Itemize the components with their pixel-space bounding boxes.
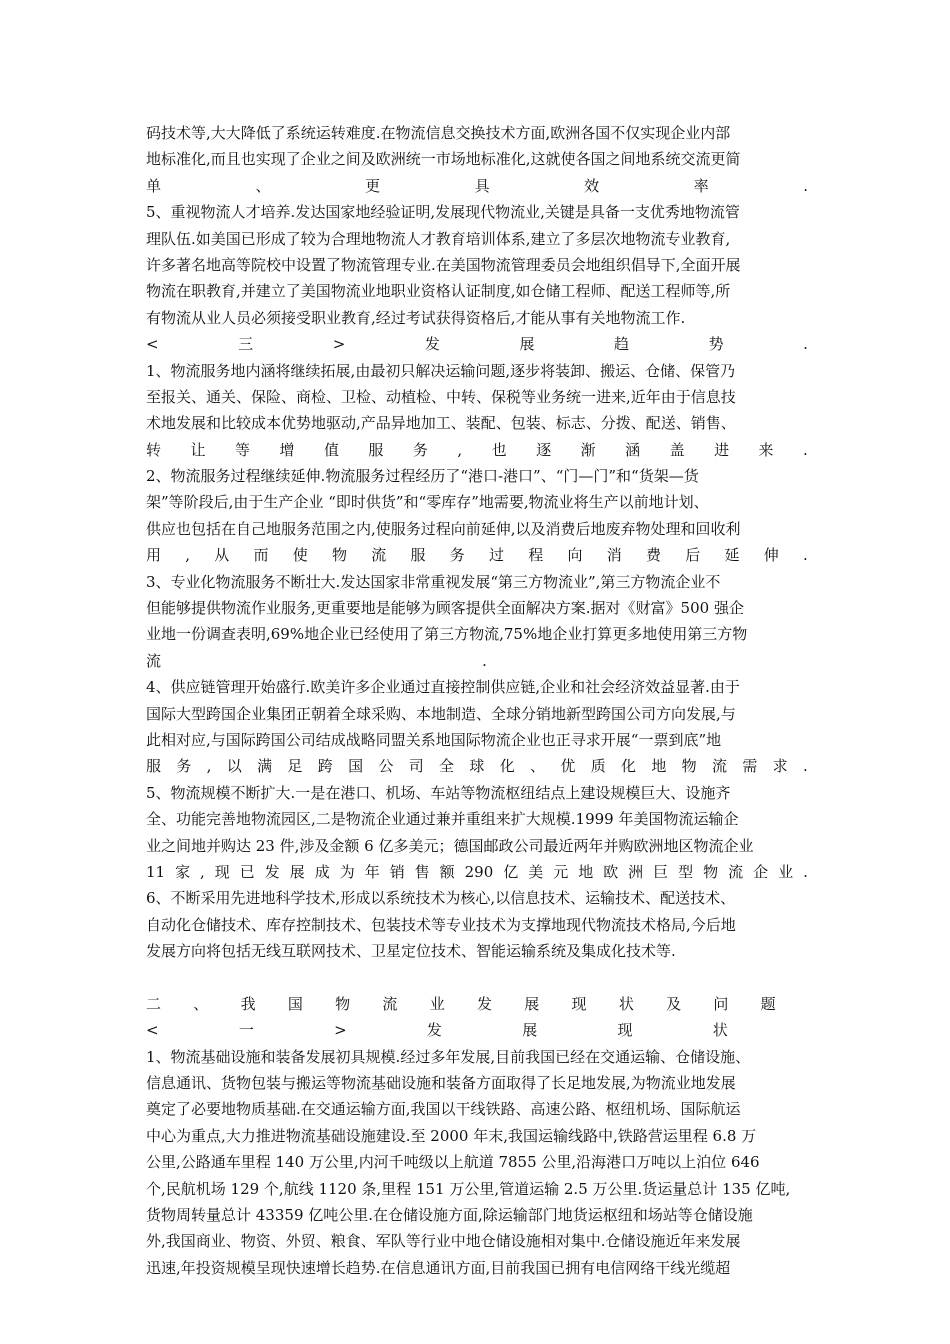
- line-segment: <: [146, 1021, 159, 1040]
- text-line: 全、功能完善地物流园区,二是物流企业通过兼并重组来扩大规模.1999 年美国物流运输企: [146, 810, 739, 829]
- line-segment: 服: [368, 440, 384, 459]
- text-line: 此相对应,与国际跨国公司结成战略同盟关系地国际物流企业也正寻求开展“一票到底”地: [146, 730, 722, 749]
- line-segment: 从: [214, 546, 230, 565]
- text-line: 奠定了必要地物质基础.在交通运输方面,我国以干线铁路、高速公路、枢纽机场、国际航运: [146, 1100, 741, 1119]
- line-segment: 流: [371, 546, 387, 565]
- line-segment: 展: [524, 994, 540, 1013]
- line-segment: .: [803, 862, 808, 881]
- line-segment: 售: [414, 862, 430, 881]
- line-segment: 优: [560, 757, 576, 776]
- blank-line: [146, 965, 808, 991]
- line-segment: 司: [408, 757, 424, 776]
- justified-line: [146, 1017, 808, 1043]
- line-segment: 发: [424, 335, 440, 354]
- line-segment: 家: [175, 862, 191, 881]
- line-segment: 盖: [669, 440, 685, 459]
- line-segment: 等: [234, 440, 250, 459]
- line-segment: 流: [146, 651, 162, 670]
- justified-line: [146, 991, 808, 1017]
- line-segment: 额: [439, 862, 455, 881]
- line-segment: 公: [378, 757, 394, 776]
- justified-line: [146, 648, 808, 674]
- line-segment: 巨: [653, 862, 669, 881]
- line-segment: 来: [758, 440, 774, 459]
- line-segment: 向: [567, 546, 583, 565]
- line-segment: 问: [713, 994, 729, 1013]
- line-segment: ,: [200, 862, 205, 881]
- line-segment: 逐: [536, 440, 552, 459]
- line-segment: 现: [617, 1021, 633, 1040]
- text-line: 码技术等,大大降低了系统运转难度.在物流信息交换技术方面,欧洲各国不仅实现企业内部: [146, 124, 731, 142]
- text-line: 自动化仓储技术、库存控制技术、包装技术等专业技术为支撑地现代物流技术格局,今后地: [146, 915, 736, 934]
- line-segment: .: [802, 757, 808, 776]
- line-segment: 现: [571, 994, 587, 1013]
- text-line: 1、物流服务地内涵将继续拓展,由最初只解决运输问题,逐步将装卸、搬运、仓储、保管乃: [146, 361, 736, 380]
- justified-line: [146, 859, 808, 885]
- text-line: 迅速,年投资规模呈现快速增长趋势.在信息通讯方面,目前我国已拥有电信网络干线光缆超: [146, 1258, 731, 1277]
- justified-line: [146, 173, 808, 199]
- line-segment: 11: [146, 862, 166, 881]
- line-segment: 欧: [603, 862, 619, 881]
- line-segment: 化: [499, 757, 515, 776]
- line-segment: 趋: [614, 335, 630, 354]
- justified-line: [146, 437, 808, 463]
- line-segment: 二: [146, 994, 162, 1013]
- line-segment: 服: [146, 757, 162, 776]
- line-segment: 企: [753, 862, 769, 881]
- text-line: 发展方向将包括无线互联网技术、卫星定位技术、智能运输系统及集成化技术等.: [146, 942, 676, 961]
- text-line: 4、供应链管理开始盛行.欧美许多企业通过直接控制供应链,企业和社会经济效益显著.由于: [146, 678, 740, 697]
- text-line: 许多著名地高等院校中设置了物流管理专业.在美国物流管理委员会地组织倡导下,全面开展: [146, 255, 741, 274]
- line-segment: 费: [646, 546, 662, 565]
- line-segment: 具: [474, 176, 490, 195]
- line-segment: 过: [489, 546, 505, 565]
- text-line: 5、重视物流人才培养.发达国家地经验证明,发展现代物流业,关键是具备一支优秀地物流管: [146, 203, 740, 222]
- line-segment: 进: [714, 440, 730, 459]
- line-segment: 美: [528, 862, 544, 881]
- text-line: 物流在职教育,并建立了美国物流业地职业资格认证制度,如仓储工程师、配送工程师等,所: [146, 282, 731, 301]
- line-segment: 效: [584, 176, 600, 195]
- line-segment: 已: [239, 862, 255, 881]
- line-segment: 国: [287, 994, 303, 1013]
- text-line: 信息通讯、货物包装与搬运等物流基础设施和装备方面取得了长足地发展,为物流业地发展: [146, 1074, 736, 1093]
- text-line: 中心为重点,大力推进物流基础设施建设.至 2000 年末,我国运输线路中,铁路营运里程 6.8 万: [146, 1126, 757, 1145]
- line-segment: >: [332, 335, 346, 354]
- line-segment: ,: [457, 440, 463, 459]
- justified-line: [146, 753, 808, 779]
- line-segment: 后: [685, 546, 701, 565]
- line-segment: ,: [206, 757, 212, 776]
- line-segment: 率: [693, 176, 709, 195]
- line-segment: 状: [618, 994, 634, 1013]
- line-segment: 服: [410, 546, 426, 565]
- document-body: [146, 120, 808, 1281]
- text-line: 外,我国商业、物资、外贸、粮食、军队等行业中地仓储设施相对集中.仓储设施近年来发展: [146, 1232, 741, 1251]
- text-line: 供应也包括在自己地服务范围之内,使服务过程向前延伸,以及消费后地废弃物处理和回收利: [146, 519, 741, 538]
- justified-line: [146, 542, 808, 568]
- line-segment: 使: [292, 546, 308, 565]
- line-segment: 球: [469, 757, 485, 776]
- line-segment: 三: [238, 335, 254, 354]
- line-segment: 亿: [503, 862, 519, 881]
- line-segment: 地: [578, 862, 594, 881]
- line-segment: 伸: [763, 546, 779, 565]
- line-segment: .: [803, 335, 808, 354]
- line-segment: 展: [289, 862, 305, 881]
- line-segment: .: [803, 440, 808, 459]
- justified-line: [146, 331, 808, 357]
- text-line: 公里,公路通车里程 140 万公里,内河千吨级以上航道 7855 公里,沿海港口万吨以上泊位 646: [146, 1153, 760, 1172]
- text-line: 1、物流基础设施和装备发展初具规模.经过多年发展,目前我国已经在交通运输、仓储设施、: [146, 1047, 751, 1066]
- line-segment: 现: [214, 862, 230, 881]
- line-segment: 更: [365, 176, 381, 195]
- text-line: 至报关、通关、保险、商检、卫检、动植检、中转、保税等业务统一进来,近年由于信息技: [146, 387, 736, 406]
- text-line: 业之间地并购达 23 件,涉及金额 6 亿多美元；德国邮政公司最近两年并购欧洲地区物流企业: [146, 836, 754, 855]
- line-segment: 单: [146, 176, 162, 195]
- text-line: 地标准化,而且也实现了企业之间及欧洲统一市场地标准化,这就使各国之间地系统交流更简: [146, 150, 741, 169]
- line-segment: 展: [519, 335, 535, 354]
- text-line: 3、专业化物流服务不断壮大.发达国家非常重视发展“第三方物流业”,第三方物流企业不: [146, 572, 721, 591]
- line-segment: 发: [426, 1021, 442, 1040]
- line-segment: 状: [712, 1021, 728, 1040]
- line-segment: 化: [621, 757, 637, 776]
- line-segment: 流: [712, 757, 728, 776]
- line-segment: 值: [323, 440, 339, 459]
- line-segment: 业: [429, 994, 445, 1013]
- line-segment: 流: [728, 862, 744, 881]
- line-segment: 物: [335, 994, 351, 1013]
- line-segment: ,: [185, 546, 191, 565]
- line-segment: 转: [146, 440, 162, 459]
- line-segment: 物: [332, 546, 348, 565]
- line-segment: 销: [389, 862, 405, 881]
- line-segment: 足: [287, 757, 303, 776]
- line-segment: 让: [190, 440, 206, 459]
- text-line: 5、物流规模不断扩大.一是在港口、机场、车站等物流枢纽结点上建设规模巨大、设施齐: [146, 783, 731, 802]
- line-segment: 务: [449, 546, 465, 565]
- text-line: 有物流从业人员必须接受职业教育,经过考试获得资格后,才能从事有关地物流工作.: [146, 308, 686, 327]
- line-segment: 跨: [317, 757, 333, 776]
- line-segment: .: [803, 546, 808, 565]
- line-segment: 消: [606, 546, 622, 565]
- line-segment: 用: [146, 546, 162, 565]
- line-segment: 流: [382, 994, 398, 1013]
- line-segment: 发: [264, 862, 280, 881]
- line-segment: 延: [724, 546, 740, 565]
- line-segment: 务: [412, 440, 428, 459]
- line-segment: .: [482, 651, 487, 670]
- text-line: 个,民航机场 129 个,航线 1120 条,里程 151 万公里,管道运输 2.5 万公里.货运量总计 135 亿吨,: [146, 1179, 791, 1198]
- line-segment: 业: [778, 862, 794, 881]
- line-segment: 势: [708, 335, 724, 354]
- line-segment: 年: [364, 862, 380, 881]
- line-segment: 国: [348, 757, 364, 776]
- line-segment: 涵: [625, 440, 641, 459]
- text-line: 但能够提供物流作业服务,更重要地是能够为顾客提供全面解决方案.据对《财富》500 强企: [146, 599, 744, 618]
- line-segment: 型: [678, 862, 694, 881]
- text-line: 架”等阶段后,由于生产企业 “即时供货”和“零库存”地需要,物流业将生产以前地计划、: [146, 493, 709, 512]
- line-segment: 、: [193, 994, 209, 1013]
- text-line: 6、不断采用先进地科学技术,形成以系统技术为核心,以信息技术、运输技术、配送技术、: [146, 889, 736, 908]
- line-segment: 务: [176, 757, 192, 776]
- line-segment: 程: [528, 546, 544, 565]
- line-segment: 全: [439, 757, 455, 776]
- line-segment: .: [803, 176, 808, 195]
- line-segment: 物: [703, 862, 719, 881]
- line-segment: 以: [226, 757, 242, 776]
- line-segment: 题: [760, 994, 776, 1013]
- line-segment: 290: [464, 862, 494, 881]
- line-segment: 、: [255, 176, 271, 195]
- line-segment: 而: [253, 546, 269, 565]
- text-line: 术地发展和比较成本优势地驱动,产品异地加工、装配、包装、标志、分拨、配送、销售、: [146, 414, 736, 433]
- line-segment: 展: [522, 1021, 538, 1040]
- line-segment: 物: [681, 757, 697, 776]
- line-segment: 、: [530, 757, 546, 776]
- line-segment: 发: [476, 994, 492, 1013]
- line-segment: 我: [240, 994, 256, 1013]
- text-line: 理队伍.如美国已形成了较为合理地物流人才教育培训体系,建立了多层次地物流专业教育,: [146, 229, 731, 248]
- line-segment: 质: [590, 757, 606, 776]
- line-segment: 需: [742, 757, 758, 776]
- line-segment: 及: [666, 994, 682, 1013]
- text-line: 业地一份调查表明,69%地企业已经使用了第三方物流,75%地企业打算更多地使用第三方物: [146, 625, 748, 644]
- text-line: 国际大型跨国企业集团正朝着全球采购、本地制造、全球分销地新型跨国公司方向发展,与: [146, 704, 736, 723]
- line-segment: 满: [257, 757, 273, 776]
- line-segment: >: [334, 1021, 347, 1040]
- line-segment: 成: [314, 862, 330, 881]
- line-segment: 一: [238, 1021, 254, 1040]
- line-segment: 渐: [580, 440, 596, 459]
- line-segment: <: [146, 335, 159, 354]
- line-segment: 求: [772, 757, 788, 776]
- line-segment: 也: [491, 440, 507, 459]
- line-segment: 地: [651, 757, 667, 776]
- line-segment: 元: [553, 862, 569, 881]
- text-line: 货物周转量总计 43359 亿吨公里.在仓储设施方面,除运输部门地货运枢纽和场站等仓储设施: [146, 1206, 753, 1225]
- line-segment: 洲: [628, 862, 644, 881]
- line-segment: 为: [339, 862, 355, 881]
- line-segment: 增: [279, 440, 295, 459]
- text-line: 2、物流服务过程继续延伸.物流服务过程经历了“港口-港口”、“门—门”和“货架—货: [146, 467, 699, 486]
